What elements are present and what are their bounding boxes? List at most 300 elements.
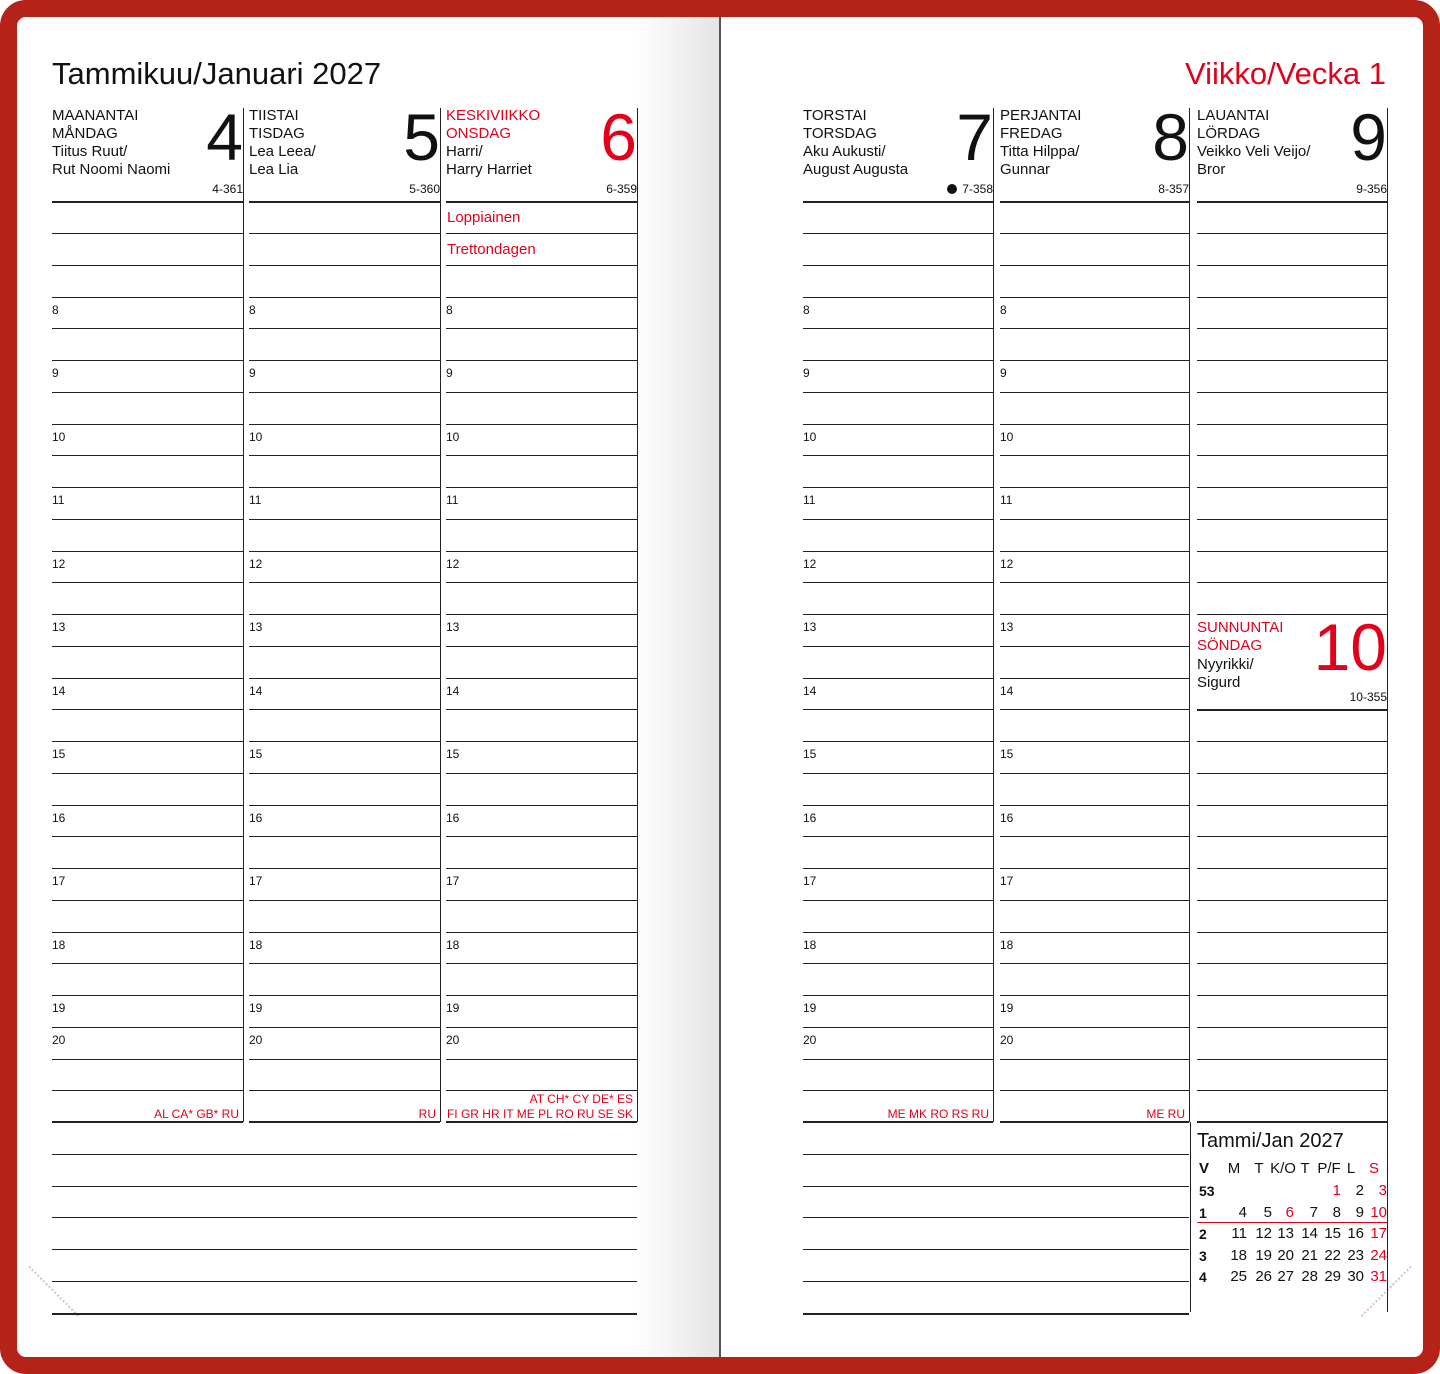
day-number: 4 xyxy=(206,100,243,174)
hour-label: 16 xyxy=(446,811,460,825)
notes-line xyxy=(52,1313,637,1315)
writing-line xyxy=(249,519,440,520)
day-number: 8 xyxy=(1152,100,1189,174)
writing-line xyxy=(249,1090,440,1091)
writing-line xyxy=(52,900,243,901)
writing-line xyxy=(52,424,243,425)
hour-label: 16 xyxy=(249,811,263,825)
writing-line xyxy=(52,868,243,869)
hour-label: 11 xyxy=(249,493,262,507)
writing-line xyxy=(446,709,637,710)
mini-calendar-header: L xyxy=(1346,1160,1356,1177)
hour-label: 17 xyxy=(52,874,66,888)
writing-line xyxy=(52,1059,243,1060)
day-name-fi: MAANANTAI xyxy=(52,107,139,124)
mini-calendar-day: 25 xyxy=(1230,1268,1247,1285)
hour-label: 14 xyxy=(1000,684,1014,698)
hour-label: 8 xyxy=(52,303,59,317)
writing-line xyxy=(446,424,637,425)
notes-divider xyxy=(1190,1122,1191,1312)
hour-label: 18 xyxy=(1000,938,1014,952)
hour-label: 12 xyxy=(52,557,66,571)
hour-label: 15 xyxy=(249,747,263,761)
hour-label: 20 xyxy=(52,1033,66,1047)
corner-guide-left xyxy=(27,1266,79,1318)
hour-label: 15 xyxy=(1000,747,1014,761)
writing-line xyxy=(446,995,637,996)
writing-line xyxy=(446,1090,637,1091)
hour-label: 17 xyxy=(249,874,263,888)
mini-calendar-day: 10 xyxy=(1370,1203,1387,1221)
notes-line xyxy=(52,1281,637,1282)
writing-line xyxy=(52,836,243,837)
writing-line xyxy=(1197,741,1387,742)
writing-line xyxy=(1197,805,1387,806)
mini-calendar-day: 17 xyxy=(1370,1225,1387,1242)
mini-calendar-week-number: 2 xyxy=(1199,1226,1207,1242)
hour-label: 19 xyxy=(249,1001,263,1015)
hour-label: 8 xyxy=(803,303,810,317)
mini-calendar-header: V xyxy=(1199,1160,1210,1177)
mini-calendar-day: 19 xyxy=(1255,1246,1272,1264)
name-day: Veikko Veli Veijo/ xyxy=(1197,143,1311,160)
writing-line xyxy=(1000,455,1189,456)
writing-line xyxy=(52,551,243,552)
day-number: 10 xyxy=(1313,610,1387,684)
writing-line xyxy=(1000,1090,1189,1091)
mini-calendar-header: M xyxy=(1227,1160,1241,1177)
writing-line xyxy=(249,868,440,869)
writing-line xyxy=(803,678,993,679)
writing-line xyxy=(1197,392,1387,393)
day-number: 6 xyxy=(600,100,637,174)
day-header-underline xyxy=(1197,709,1387,711)
new-moon-icon xyxy=(947,184,957,194)
hour-label: 20 xyxy=(803,1033,817,1047)
mini-calendar-header: S xyxy=(1368,1160,1379,1177)
day-of-year: 10-355 xyxy=(1349,690,1387,704)
writing-line xyxy=(803,900,993,901)
hour-label: 12 xyxy=(446,557,460,571)
name-day: Lea Leea/ xyxy=(249,143,316,160)
writing-line xyxy=(1197,424,1387,425)
writing-line xyxy=(1000,297,1189,298)
hour-label: 14 xyxy=(803,684,817,698)
writing-line xyxy=(446,297,637,298)
day-of-year xyxy=(123,182,243,196)
name-day: Harry Harriet xyxy=(446,161,532,178)
writing-line xyxy=(803,265,993,266)
writing-line xyxy=(1000,678,1189,679)
day-of-year-text: 4-361 xyxy=(212,182,243,196)
hour-label: 8 xyxy=(249,303,256,317)
hour-label: 15 xyxy=(52,747,66,761)
country-codes: RU xyxy=(418,1107,436,1121)
country-codes: AT CH* CY DE* ES xyxy=(529,1092,633,1106)
column-border xyxy=(440,108,441,1122)
hour-label: 18 xyxy=(803,938,817,952)
mini-calendar-week-number: 1 xyxy=(1199,1204,1207,1221)
writing-line xyxy=(803,392,993,393)
writing-line xyxy=(803,932,993,933)
writing-line xyxy=(1000,265,1189,266)
mini-calendar-current-week-line xyxy=(1197,1222,1387,1223)
name-day: Harri/ xyxy=(446,143,483,160)
writing-line xyxy=(446,582,637,583)
writing-line xyxy=(803,360,993,361)
column-border xyxy=(1387,108,1388,1122)
mini-calendar-header: T xyxy=(1254,1160,1264,1177)
mini-calendar-day: 9 xyxy=(1355,1203,1364,1221)
country-codes: AL CA* GB* RU xyxy=(154,1107,239,1121)
writing-line xyxy=(446,233,637,234)
day-name-fi: TORSTAI xyxy=(803,107,867,124)
day-header-underline xyxy=(1197,201,1387,203)
day-number: 9 xyxy=(1350,100,1387,174)
writing-line xyxy=(249,709,440,710)
hour-label: 17 xyxy=(803,874,817,888)
hour-label: 20 xyxy=(446,1033,460,1047)
writing-line xyxy=(52,582,243,583)
writing-line xyxy=(803,1059,993,1060)
hour-label: 11 xyxy=(446,493,459,507)
writing-line xyxy=(249,487,440,488)
writing-line xyxy=(1000,932,1189,933)
mini-calendar-day: 16 xyxy=(1347,1225,1364,1242)
writing-line xyxy=(1197,963,1387,964)
mini-calendar-day: 8 xyxy=(1332,1203,1341,1221)
writing-line xyxy=(52,678,243,679)
hour-label: 11 xyxy=(803,493,816,507)
mini-calendar-week-number: 53 xyxy=(1199,1183,1215,1199)
writing-line xyxy=(249,773,440,774)
writing-line xyxy=(803,1090,993,1091)
day-header-underline xyxy=(803,201,993,203)
writing-line xyxy=(1197,1059,1387,1060)
writing-line xyxy=(446,741,637,742)
writing-line xyxy=(52,995,243,996)
writing-line xyxy=(803,487,993,488)
mini-calendar-day: 1 xyxy=(1332,1182,1341,1199)
mini-calendar-header: K/O xyxy=(1270,1160,1296,1177)
day-header-underline xyxy=(1000,201,1189,203)
hour-label: 13 xyxy=(52,620,66,634)
writing-line xyxy=(803,963,993,964)
notes-line xyxy=(803,1249,1189,1250)
notes-line xyxy=(803,1313,1189,1315)
writing-line xyxy=(1000,900,1189,901)
hour-label: 9 xyxy=(446,366,453,380)
holiday-label: Loppiainen xyxy=(447,209,521,226)
writing-line xyxy=(52,360,243,361)
day-name-sv: ONSDAG xyxy=(446,125,512,142)
day-name-sv: SÖNDAG xyxy=(1197,637,1263,654)
hour-label: 9 xyxy=(1000,366,1007,380)
hour-label: 11 xyxy=(52,493,65,507)
writing-line xyxy=(249,646,440,647)
mini-calendar-day: 20 xyxy=(1277,1246,1294,1264)
writing-line xyxy=(1197,519,1387,520)
writing-line xyxy=(1197,582,1387,583)
hour-label: 20 xyxy=(1000,1033,1014,1047)
writing-line xyxy=(803,741,993,742)
mini-calendar-day: 5 xyxy=(1263,1203,1272,1221)
day-name-fi: LAUANTAI xyxy=(1197,107,1270,124)
hour-label: 8 xyxy=(1000,303,1007,317)
writing-line xyxy=(1000,424,1189,425)
hour-label: 11 xyxy=(1000,493,1013,507)
hour-label: 15 xyxy=(803,747,817,761)
writing-line xyxy=(52,519,243,520)
writing-line xyxy=(803,709,993,710)
writing-line xyxy=(52,805,243,806)
hour-label: 13 xyxy=(446,620,460,634)
hour-label: 18 xyxy=(446,938,460,952)
mini-calendar-day: 13 xyxy=(1277,1225,1294,1242)
day-name-fi: KESKIVIIKKO xyxy=(446,107,541,124)
name-day: Titta Hilppa/ xyxy=(1000,143,1080,160)
writing-line xyxy=(1000,1059,1189,1060)
writing-line xyxy=(446,805,637,806)
writing-line xyxy=(52,265,243,266)
writing-line xyxy=(1000,392,1189,393)
writing-line xyxy=(249,741,440,742)
writing-line xyxy=(446,455,637,456)
writing-line xyxy=(446,963,637,964)
country-codes: ME RU xyxy=(1146,1107,1185,1121)
day-header-underline xyxy=(446,201,637,203)
writing-line xyxy=(249,678,440,679)
mini-calendar-day: 7 xyxy=(1309,1203,1318,1221)
writing-line xyxy=(803,551,993,552)
notes-line xyxy=(803,1154,1189,1155)
name-day: Aku Aukusti/ xyxy=(803,143,886,160)
writing-line xyxy=(803,233,993,234)
day-of-year xyxy=(320,182,440,196)
writing-line xyxy=(446,773,637,774)
hour-label: 17 xyxy=(1000,874,1014,888)
writing-line xyxy=(52,773,243,774)
mini-calendar-day: 12 xyxy=(1255,1225,1272,1242)
writing-line xyxy=(1000,805,1189,806)
writing-line xyxy=(1000,582,1189,583)
hour-label: 17 xyxy=(446,874,460,888)
notes-line xyxy=(52,1186,637,1187)
writing-line xyxy=(803,582,993,583)
notes-line xyxy=(803,1186,1189,1187)
name-day: Sigurd xyxy=(1197,674,1241,691)
day-header-underline xyxy=(52,201,243,203)
mini-calendar-day: 15 xyxy=(1324,1225,1341,1242)
writing-line xyxy=(52,709,243,710)
writing-line xyxy=(803,646,993,647)
notes-line xyxy=(52,1249,637,1250)
day-of-year xyxy=(873,182,993,196)
column-bottom-line xyxy=(1197,1121,1387,1123)
hour-label: 12 xyxy=(803,557,817,571)
day-number: 5 xyxy=(403,100,440,174)
writing-line xyxy=(52,487,243,488)
hour-label: 19 xyxy=(446,1001,460,1015)
day-of-year-text: 7-358 xyxy=(962,182,993,196)
writing-line xyxy=(803,1027,993,1028)
writing-line xyxy=(52,963,243,964)
day-name-sv: LÖRDAG xyxy=(1197,125,1261,142)
hour-label: 13 xyxy=(1000,620,1014,634)
hour-label: 19 xyxy=(52,1001,66,1015)
hour-label: 9 xyxy=(803,366,810,380)
writing-line xyxy=(52,297,243,298)
writing-line xyxy=(1000,233,1189,234)
mini-calendar-week-number: 4 xyxy=(1199,1269,1207,1285)
writing-line xyxy=(446,328,637,329)
writing-line xyxy=(249,836,440,837)
day-name-fi: SUNNUNTAI xyxy=(1197,619,1284,636)
writing-line xyxy=(249,963,440,964)
mini-calendar-day: 31 xyxy=(1370,1268,1387,1285)
writing-line xyxy=(52,614,243,615)
writing-line xyxy=(1000,328,1189,329)
writing-line xyxy=(249,392,440,393)
writing-line xyxy=(1197,233,1387,234)
mini-calendar-day: 2 xyxy=(1355,1182,1364,1199)
writing-line xyxy=(1197,455,1387,456)
writing-line xyxy=(1197,868,1387,869)
writing-line xyxy=(1000,487,1189,488)
writing-line xyxy=(803,805,993,806)
writing-line xyxy=(803,995,993,996)
hour-label: 15 xyxy=(446,747,460,761)
writing-line xyxy=(249,551,440,552)
mini-calendar-day: 26 xyxy=(1255,1268,1272,1285)
writing-line xyxy=(446,519,637,520)
writing-line xyxy=(1000,646,1189,647)
mini-calendar-day: 4 xyxy=(1238,1203,1247,1221)
writing-line xyxy=(249,995,440,996)
writing-line xyxy=(803,614,993,615)
notes-line xyxy=(52,1154,637,1155)
writing-line xyxy=(1197,836,1387,837)
hour-label: 12 xyxy=(1000,557,1014,571)
column-bottom-line xyxy=(1000,1121,1189,1123)
hour-label: 19 xyxy=(1000,1001,1014,1015)
day-name-sv: TORSDAG xyxy=(803,125,877,142)
writing-line xyxy=(1000,1027,1189,1028)
day-of-year xyxy=(1069,182,1189,196)
hour-label: 10 xyxy=(446,430,460,444)
hour-label: 14 xyxy=(52,684,66,698)
mini-calendar-day: 27 xyxy=(1277,1268,1294,1285)
writing-line xyxy=(446,614,637,615)
month-title: Tammikuu/Januari 2027 xyxy=(52,56,382,91)
calendar-border xyxy=(1387,1122,1388,1312)
country-codes: ME MK RO RS RU xyxy=(887,1107,989,1121)
writing-line xyxy=(249,1027,440,1028)
hour-label: 14 xyxy=(249,684,263,698)
writing-line xyxy=(249,233,440,234)
column-bottom-line xyxy=(803,1121,993,1123)
writing-line xyxy=(249,1059,440,1060)
day-name-fi: TIISTAI xyxy=(249,107,299,124)
writing-line xyxy=(446,678,637,679)
writing-line xyxy=(52,233,243,234)
writing-line xyxy=(1197,900,1387,901)
day-name-fi: PERJANTAI xyxy=(1000,107,1082,124)
day-number: 7 xyxy=(956,100,993,174)
writing-line xyxy=(249,297,440,298)
writing-line xyxy=(1000,519,1189,520)
mini-calendar-day: 23 xyxy=(1347,1246,1364,1264)
notes-line xyxy=(803,1281,1189,1282)
writing-line xyxy=(803,519,993,520)
writing-line xyxy=(1197,995,1387,996)
name-day: Bror xyxy=(1197,161,1226,178)
day-of-year-text: 8-357 xyxy=(1158,182,1189,196)
name-day: Lea Lia xyxy=(249,161,299,178)
mini-calendar-day: 11 xyxy=(1231,1225,1247,1242)
writing-line xyxy=(803,297,993,298)
writing-line xyxy=(1197,551,1387,552)
hour-label: 16 xyxy=(803,811,817,825)
hour-label: 18 xyxy=(52,938,66,952)
writing-line xyxy=(52,1027,243,1028)
writing-line xyxy=(446,646,637,647)
column-bottom-line xyxy=(52,1121,243,1123)
writing-line xyxy=(52,741,243,742)
mini-calendar-week-number: 3 xyxy=(1199,1247,1207,1264)
writing-line xyxy=(446,360,637,361)
writing-line xyxy=(1000,614,1189,615)
hour-label: 12 xyxy=(249,557,263,571)
mini-calendar-day: 28 xyxy=(1301,1268,1318,1285)
mini-calendar-day: 18 xyxy=(1230,1246,1247,1264)
name-day: Tiitus Ruut/ xyxy=(52,143,128,160)
hour-label: 10 xyxy=(52,430,66,444)
column-border xyxy=(993,108,994,1122)
writing-line xyxy=(446,487,637,488)
writing-line xyxy=(1000,709,1189,710)
writing-line xyxy=(1197,1027,1387,1028)
writing-line xyxy=(249,932,440,933)
writing-line xyxy=(446,392,637,393)
writing-line xyxy=(803,328,993,329)
name-day: Gunnar xyxy=(1000,161,1051,178)
writing-line xyxy=(1000,773,1189,774)
column-border xyxy=(243,108,244,1122)
writing-line xyxy=(1197,328,1387,329)
writing-line xyxy=(446,265,637,266)
writing-line xyxy=(249,455,440,456)
hour-label: 19 xyxy=(803,1001,817,1015)
hour-label: 10 xyxy=(803,430,817,444)
writing-line xyxy=(1000,995,1189,996)
writing-line xyxy=(803,455,993,456)
writing-line xyxy=(803,868,993,869)
writing-line xyxy=(1197,297,1387,298)
column-border xyxy=(637,108,638,1122)
writing-line xyxy=(803,773,993,774)
writing-line xyxy=(1000,551,1189,552)
writing-line xyxy=(1197,265,1387,266)
writing-line xyxy=(52,328,243,329)
mini-calendar-day: 6 xyxy=(1285,1203,1294,1221)
day-of-year-text: 6-359 xyxy=(606,182,637,196)
mini-calendar-header: T xyxy=(1300,1160,1310,1177)
hour-label: 18 xyxy=(249,938,263,952)
day-of-year xyxy=(517,182,637,196)
writing-line xyxy=(249,805,440,806)
hour-label: 10 xyxy=(1000,430,1014,444)
